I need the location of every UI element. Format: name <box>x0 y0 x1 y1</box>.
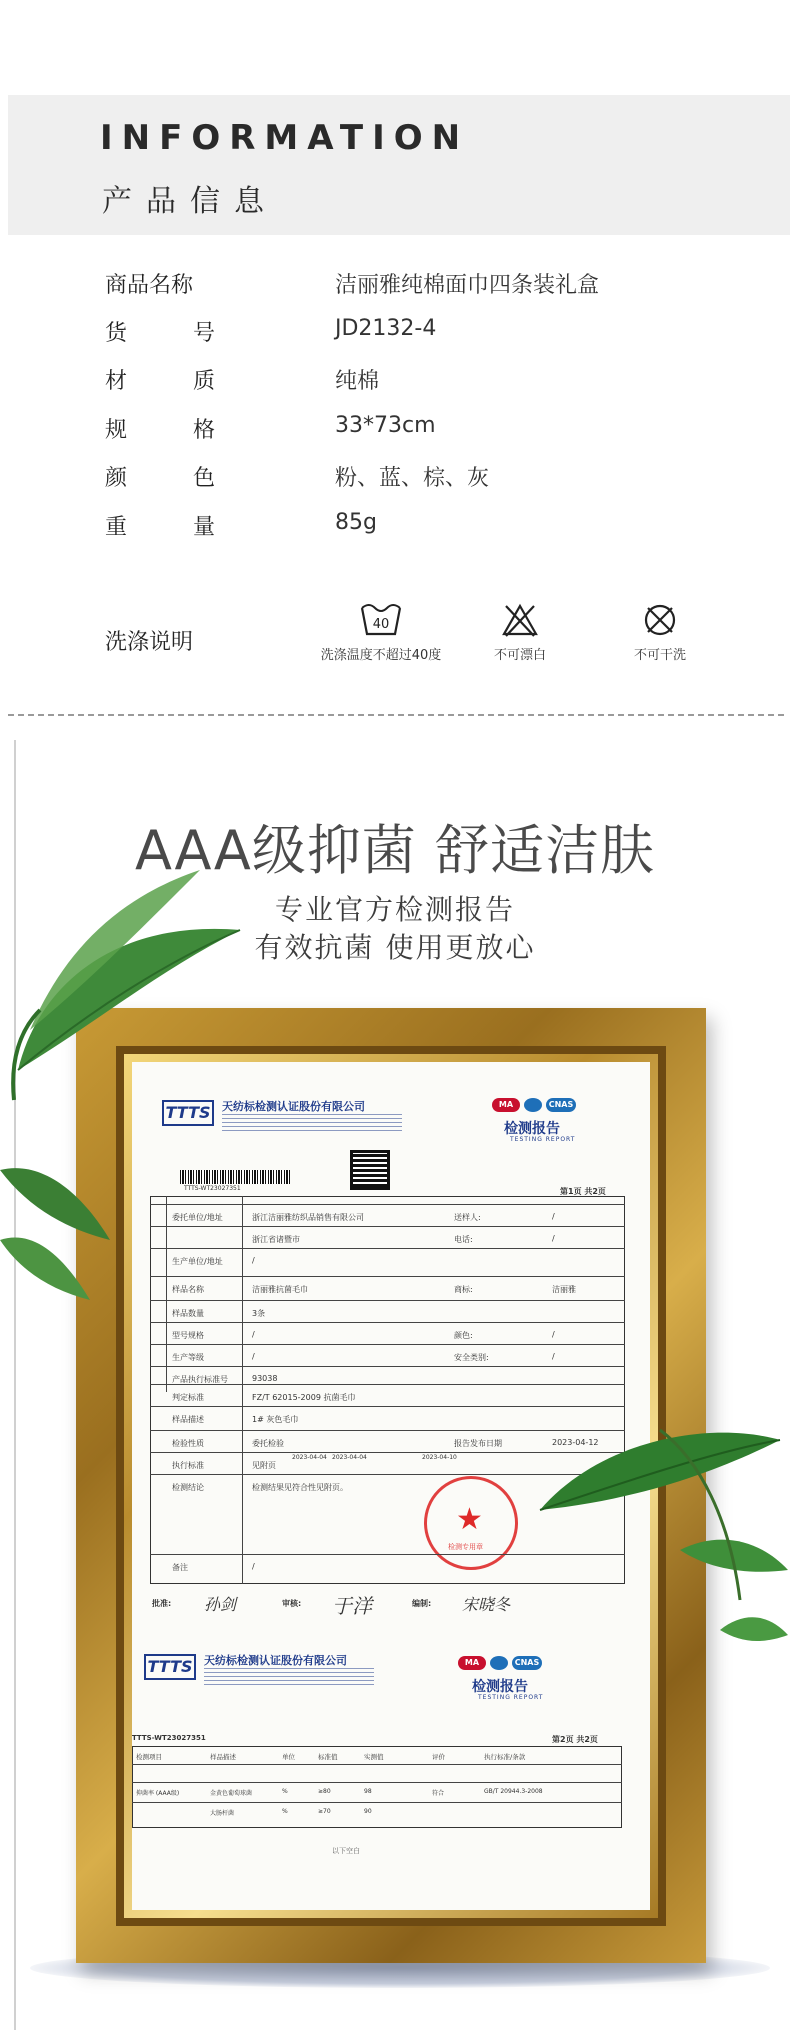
wash-label: 洗涤说明 <box>105 630 194 655</box>
report-row-line <box>150 1204 625 1205</box>
wash-text-temp: 洗涤温度不超过40度 <box>320 648 442 663</box>
report-field-value: 浙江省诸暨市 <box>252 1235 300 1244</box>
report-field-label-2: 安全类别: <box>454 1353 489 1362</box>
report-field-value: / <box>252 1256 255 1265</box>
report-column-line <box>242 1196 243 1584</box>
spec-row <box>105 413 705 453</box>
spec-key-part: 号 <box>192 321 215 346</box>
report-number: TTTS-WT23027351 <box>184 1185 241 1192</box>
report-field-value: / <box>252 1352 255 1361</box>
page2-header-cell: 实测值 <box>364 1753 384 1761</box>
spec-key <box>105 510 215 541</box>
page2-cell: 金黄色葡萄球菌 <box>210 1790 253 1797</box>
report-field-label: 样品描述 <box>172 1415 204 1424</box>
spec-key-part: 货 <box>105 321 128 346</box>
cma-badge-page2: MA <box>458 1656 486 1670</box>
poster-headline: AAA级抑菌 舒适洁肤 <box>135 819 655 882</box>
report-field-value: 3条 <box>252 1309 266 1318</box>
page2-header-cell: 单位 <box>282 1753 295 1761</box>
page2-cell: ≥70 <box>318 1808 331 1815</box>
report-title-en: TESTING REPORT <box>510 1136 576 1143</box>
spec-value: 洁丽雅纯棉面巾四条装礼盒 <box>335 273 600 298</box>
page2-header-cell: 评价 <box>432 1753 445 1761</box>
page2-header-cell: 样品描述 <box>210 1753 236 1761</box>
wash-item-dryclean <box>610 600 710 663</box>
report-field-value: 93038 <box>252 1374 278 1383</box>
section-divider <box>8 714 784 716</box>
spec-key-part: 商品名称 <box>105 273 194 298</box>
cma-badge: MA <box>492 1098 520 1112</box>
report-field-value-2: / <box>552 1330 555 1339</box>
report-field-value-2: 洁丽雅 <box>552 1285 576 1294</box>
page2-header-line <box>132 1764 622 1765</box>
report-field-value-2: / <box>552 1352 555 1361</box>
spec-key <box>105 461 215 492</box>
spec-value: 粉、蓝、棕、灰 <box>335 466 490 491</box>
cnas-badge-page2: CNAS <box>512 1656 542 1670</box>
plant-leaf-top-left <box>0 860 250 1120</box>
spec-row <box>105 364 705 404</box>
spec-key-part: 材 <box>105 369 128 394</box>
report-field-label-2: 商标: <box>454 1285 473 1294</box>
report-row-line <box>150 1300 625 1301</box>
spec-key <box>105 316 215 347</box>
spec-key <box>105 268 215 299</box>
page2-row-line <box>132 1782 622 1783</box>
report-row-line <box>150 1248 625 1249</box>
page2-cell: 抑菌率 (AAA级) <box>136 1790 180 1797</box>
info-title-en: INFORMATION <box>100 118 470 158</box>
spec-key <box>105 364 215 395</box>
info-title-cn: 产品信息 <box>102 184 278 219</box>
report-field-value: / <box>252 1330 255 1339</box>
report-title: 检测报告 <box>504 1121 560 1137</box>
spec-key-part: 色 <box>192 466 215 491</box>
spec-key-part: 格 <box>192 418 215 443</box>
page2-cell: % <box>282 1808 288 1815</box>
no-dry-clean-icon <box>640 600 680 640</box>
page2-cell: 90 <box>364 1808 372 1815</box>
spec-value: JD2132-4 <box>335 316 437 341</box>
wash-text-bleach: 不可漂白 <box>493 648 546 663</box>
report-field-label: 执行标准 <box>172 1461 204 1470</box>
report-field-label: 判定标准 <box>172 1393 204 1402</box>
spec-row <box>105 510 705 550</box>
page2-cell: 大肠杆菌 <box>210 1810 235 1817</box>
spec-value: 33*73cm <box>335 413 436 438</box>
poster-subline-2: 有效抗菌 使用更放心 <box>254 931 536 964</box>
report-field-label: 样品数量 <box>172 1309 204 1318</box>
signer-approve-label: 批准: <box>152 1599 172 1608</box>
report-field-label: 型号规格 <box>172 1331 204 1340</box>
report-field-label-2: 颜色: <box>454 1331 473 1340</box>
report-date-test_from: 2023-04-04 <box>332 1454 367 1461</box>
qr-code <box>350 1150 390 1190</box>
report-field-value: / <box>252 1562 255 1571</box>
spec-row <box>105 268 705 308</box>
report-row-line <box>150 1366 625 1367</box>
barcode <box>180 1170 290 1184</box>
report-row-line <box>150 1276 625 1277</box>
page2-header-cell: 标准值 <box>318 1753 338 1761</box>
report-company: 天纺标检测认证股份有限公司 <box>222 1100 365 1113</box>
signer-review-label: 审核: <box>282 1599 302 1608</box>
page2-footer: 以下空白 <box>332 1847 360 1855</box>
spec-key-part: 量 <box>192 515 215 540</box>
page2-cell: % <box>282 1788 288 1795</box>
page2-cell: ≥80 <box>318 1788 331 1795</box>
report-field-label: 产品执行标准号 <box>172 1375 228 1384</box>
spec-value: 纯棉 <box>335 369 380 394</box>
report-field-value-2: / <box>552 1212 555 1221</box>
report-date-test_to: 2023-04-10 <box>422 1454 457 1461</box>
signature-compile: 宋晓冬 <box>462 1595 511 1614</box>
report-field-label-2: 送样人: <box>454 1213 481 1222</box>
wash-temp-value: 40 <box>372 617 390 632</box>
report-field-value-2: 2023-04-12 <box>552 1438 599 1447</box>
spec-key <box>105 413 215 444</box>
page2-row-line <box>132 1802 622 1803</box>
page2-cell: 符合 <box>432 1790 445 1797</box>
page-indicator-2: 第2页 共2页 <box>552 1735 598 1744</box>
plant-leaf-right <box>520 1400 790 1680</box>
report-field-label-2: 电话: <box>454 1235 473 1244</box>
wash-40-icon <box>359 600 403 640</box>
signature-review: 于洋 <box>332 1594 372 1618</box>
spec-row <box>105 461 705 501</box>
company-subtitle-lines-page2 <box>204 1668 374 1686</box>
report-row-line <box>150 1226 625 1227</box>
tts-logo-page2: TTTS <box>144 1654 196 1680</box>
seal-text: 检测专用章 <box>448 1543 483 1551</box>
spec-key-part: 颜 <box>105 466 128 491</box>
spec-key-part: 规 <box>105 418 128 443</box>
report-field-value-2: / <box>552 1234 555 1243</box>
page2-header-cell: 执行标准/条款 <box>484 1753 526 1761</box>
report-title-page2: 检测报告 <box>472 1679 528 1695</box>
report-field-value: 检测结果见符合性见附页。 <box>252 1483 348 1492</box>
spec-key-part: 质 <box>192 369 215 394</box>
report-field-label: 委托单位/地址 <box>172 1213 223 1222</box>
report-row-line <box>150 1384 625 1385</box>
report-column-line <box>166 1196 167 1392</box>
report-field-value: 1# 灰色毛巾 <box>252 1415 299 1424</box>
ilac-badge-page2 <box>490 1656 508 1670</box>
signature-approve: 孙剑 <box>204 1595 237 1614</box>
report-field-value: 委托检验 <box>252 1439 284 1448</box>
page2-cell: 98 <box>364 1788 372 1795</box>
report-field-value: 见附页 <box>252 1461 276 1470</box>
seal-star-icon: ★ <box>456 1502 483 1537</box>
report-field-label: 检测结论 <box>172 1483 204 1492</box>
report-number-page2: TTTS-WT23027351 <box>132 1734 206 1742</box>
wash-text-dryclean: 不可干洗 <box>633 648 686 663</box>
tts-logo: TTTS <box>162 1100 214 1126</box>
page-indicator-1: 第1页 共2页 <box>560 1187 606 1196</box>
report-field-value: 浙江洁丽雅纺织品销售有限公司 <box>252 1213 364 1222</box>
spec-key-part: 重 <box>105 515 128 540</box>
report-date-received: 2023-04-04 <box>292 1454 327 1461</box>
report-company-page2: 天纺标检测认证股份有限公司 <box>204 1654 347 1667</box>
spec-value: 85g <box>335 510 377 535</box>
report-title-en-page2: TESTING REPORT <box>478 1694 544 1701</box>
spec-row <box>105 316 705 356</box>
report-field-value: 洁丽雅抗菌毛巾 <box>252 1285 308 1294</box>
poster-subline-1: 专业官方检测报告 <box>274 893 515 926</box>
ilac-badge <box>524 1098 542 1112</box>
no-bleach-icon <box>500 600 540 640</box>
report-field-label: 备注 <box>172 1563 188 1572</box>
report-row-line <box>150 1344 625 1345</box>
wash-item-bleach <box>470 600 570 663</box>
page2-header-cell: 检测项目 <box>136 1753 162 1761</box>
report-field-label: 生产等级 <box>172 1353 204 1362</box>
report-field-label: 样品名称 <box>172 1285 204 1294</box>
signer-compile-label: 编制: <box>412 1599 432 1608</box>
cnas-badge: CNAS <box>546 1098 576 1112</box>
wash-item-temp <box>296 600 466 663</box>
report-field-label: 生产单位/地址 <box>172 1257 223 1266</box>
plant-leaf-mid-left <box>0 1130 120 1310</box>
report-field-label: 检验性质 <box>172 1439 204 1448</box>
report-row-line <box>150 1322 625 1323</box>
report-field-label-2: 报告发布日期 <box>454 1439 502 1448</box>
report-field-value: FZ/T 62015-2009 抗菌毛巾 <box>252 1393 356 1402</box>
page2-cell: GB/T 20944.3-2008 <box>484 1788 543 1795</box>
